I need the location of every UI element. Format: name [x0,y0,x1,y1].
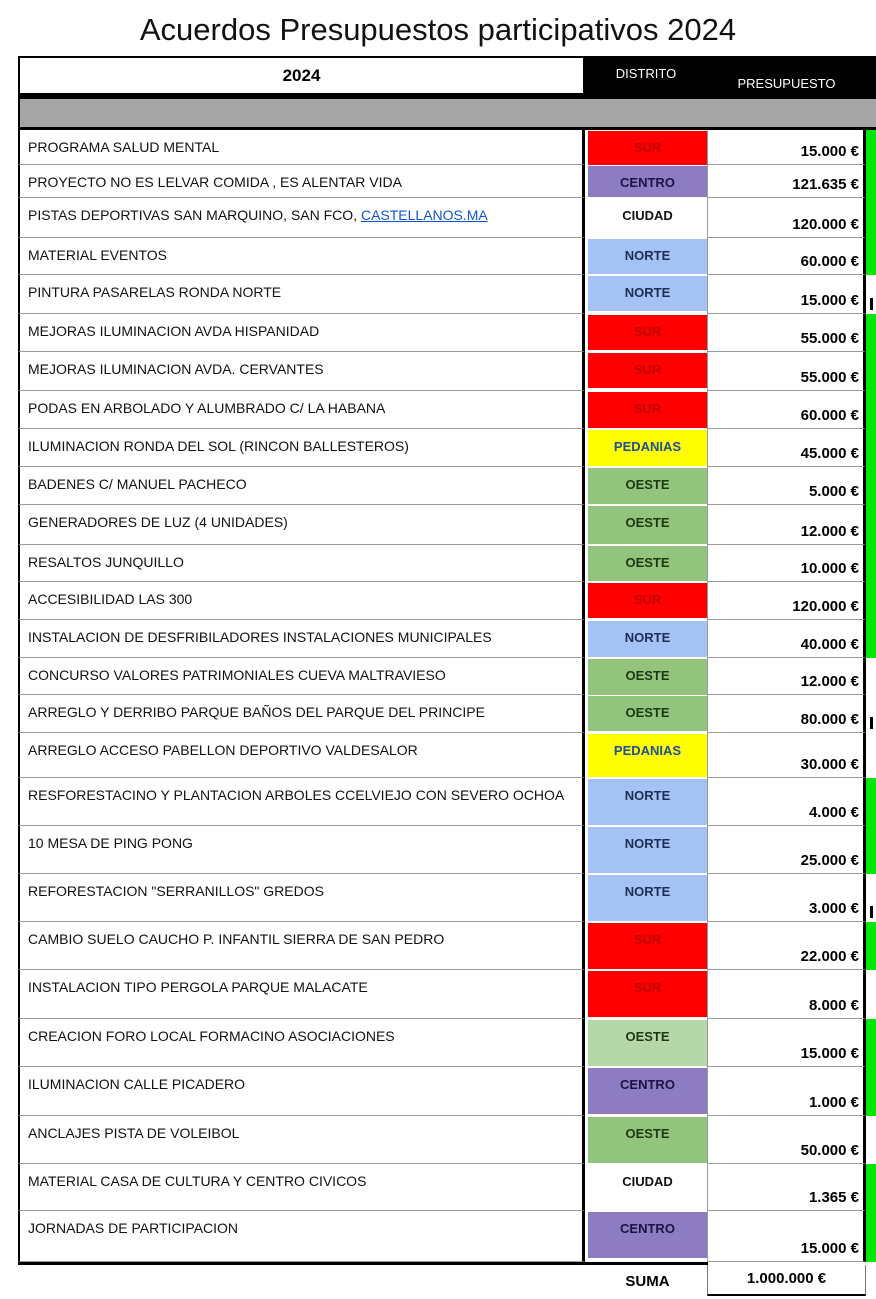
header-distrito: DISTRITO [615,66,677,81]
budget-amount: 3.000 € [707,874,866,922]
status-edge-marker [866,1211,876,1262]
row-project-name [18,874,585,922]
project-name-text: CREACION FORO LOCAL FORMACINO ASOCIACIONES [28,1028,395,1044]
status-edge-marker [866,130,876,165]
budget-amount: 12.000 € [707,658,866,695]
project-name-text: ARREGLO Y DERRIBO PARQUE BAÑOS DEL PARQUE DEL PRINCIPE [28,704,485,720]
table-row [18,352,876,391]
status-edge-marker [866,826,876,874]
table-row [18,1067,876,1116]
district-badge: PEDANIAS [588,430,707,466]
status-edge-marker [866,620,876,658]
project-name-text: RESALTOS JUNQUILLO [28,554,184,570]
district-badge: OESTE [588,1020,707,1066]
row-project-name [18,429,585,467]
project-name-text: BADENES C/ MANUEL PACHECO [28,476,247,492]
budget-amount: 121.635 € [707,165,866,198]
row-project-name [18,238,585,275]
district-badge: SUR [588,131,707,165]
status-edge-marker [866,778,876,826]
row-project-name [18,352,585,391]
budget-amount: 4.000 € [707,778,866,826]
status-edge-marker [866,874,876,922]
status-edge-marker [866,545,876,582]
project-name-text: CAMBIO SUELO CAUCHO P. INFANTIL SIERRA DE SAN PEDRO [28,931,445,947]
table-row [18,922,876,970]
budget-amount: 8.000 € [707,970,866,1019]
table-row [18,620,876,658]
budget-amount: 1.000 € [707,1067,866,1116]
district-badge: NORTE [588,827,707,873]
budget-amount: 40.000 € [707,620,866,658]
budget-amount: 120.000 € [707,198,866,238]
budget-amount: 30.000 € [707,733,866,778]
district-badge: SUR [588,392,707,428]
project-name-text: ARREGLO ACCESO PABELLON DEPORTIVO VALDESALOR [28,742,418,758]
project-name-text: PROYECTO NO ES LELVAR COMIDA , ES ALENTAR VIDA [28,174,402,190]
row-project-name [18,1116,585,1164]
status-edge-marker [866,658,876,695]
budget-amount: 55.000 € [707,314,866,352]
project-name-text: JORNADAS DE PARTICIPACION [28,1220,239,1236]
budget-amount: 5.000 € [707,467,866,505]
row-project-name [18,314,585,352]
district-badge: SUR [588,923,707,969]
district-badge: CENTRO [588,1068,707,1114]
district-badge: CIUDAD [588,1165,707,1211]
status-edge-marker [866,1164,876,1211]
status-edge-marker [866,1116,876,1164]
project-name-text: CONCURSO VALORES PATRIMONIALES CUEVA MALTRAVIESO [28,667,446,683]
row-project-name [18,620,585,658]
budget-amount: 120.000 € [707,582,866,620]
row-project-name [18,130,585,165]
table-row [18,467,876,505]
row-project-name [18,778,585,826]
table-row [18,429,876,467]
row-project-name [18,658,585,695]
header-presupuesto: PRESUPUESTO [737,76,836,91]
status-edge-marker [866,352,876,391]
row-project-name [18,1019,585,1067]
status-edge-marker [866,314,876,352]
table-row [18,695,876,733]
budget-amount: 15.000 € [707,1211,866,1262]
project-name-text: MATERIAL EVENTOS [28,247,167,263]
budget-amount: 15.000 € [707,130,866,165]
district-badge: OESTE [588,659,707,695]
project-name-text: ILUMINACION RONDA DEL SOL (RINCON BALLESTEROS) [28,438,409,454]
budget-amount: 50.000 € [707,1116,866,1164]
row-project-name [18,695,585,733]
document-title: Acuerdos Presupuestos participativos 2024 [139,12,737,47]
total-value: 1.000.000 € [707,1265,866,1296]
table-row [18,130,876,165]
table-row [18,826,876,874]
row-project-name [18,733,585,778]
project-name-text: PODAS EN ARBOLADO Y ALUMBRADO C/ LA HABANA [28,400,386,416]
table-row [18,198,876,238]
district-badge: OESTE [588,506,707,544]
row-project-name [18,970,585,1019]
status-edge-marker [866,695,876,733]
table-row [18,275,876,314]
row-project-name [18,1067,585,1116]
table-row [18,1116,876,1164]
table-row [18,778,876,826]
project-name-text: INSTALACION TIPO PERGOLA PARQUE MALACATE [28,979,368,995]
budget-amount: 55.000 € [707,352,866,391]
status-edge-marker [866,238,876,275]
status-edge-marker [866,275,876,314]
budget-amount: 1.365 € [707,1164,866,1211]
project-name-text: ILUMINACION CALLE PICADERO [28,1076,246,1092]
district-badge: SUR [588,583,707,618]
table-row [18,238,876,275]
status-edge-marker [866,467,876,505]
table-row [18,545,876,582]
district-badge: OESTE [588,468,707,504]
district-badge: OESTE [588,696,707,731]
district-badge: NORTE [588,621,707,657]
status-edge-marker [866,733,876,778]
budget-amount: 15.000 € [707,275,866,314]
budget-amount: 45.000 € [707,429,866,467]
project-name-text: MEJORAS ILUMINACION AVDA. CERVANTES [28,361,324,377]
row-project-name [18,275,585,314]
district-badge: SUR [588,315,707,350]
status-edge-marker [866,1067,876,1116]
project-name-text: 10 MESA DE PING PONG [28,835,193,851]
row-project-name [18,922,585,970]
project-name-text: REFORESTACION "SERRANILLOS" GREDOS [28,883,324,899]
budget-amount: 60.000 € [707,391,866,429]
district-badge: CENTRO [588,1212,707,1258]
table-row [18,314,876,352]
project-name-text: ANCLAJES PISTA DE VOLEIBOL [28,1125,240,1141]
row-project-name [18,1164,585,1211]
district-badge: OESTE [588,1117,707,1163]
project-name-text: PINTURA PASARELAS RONDA NORTE [28,284,282,300]
district-badge: PEDANIAS [588,734,707,777]
row-project-name [18,582,585,620]
table-row [18,505,876,545]
project-link[interactable]: CASTELLANOS.MA [360,207,488,223]
status-edge-marker [866,429,876,467]
project-name-text: PISTAS DEPORTIVAS SAN MARQUINO, SAN FCO, [28,207,361,223]
row-project-name [18,505,585,545]
district-badge: NORTE [588,779,707,825]
district-badge: OESTE [588,546,707,581]
project-name-text: ACCESIBILIDAD LAS 300 [28,591,193,607]
status-edge-marker [866,1019,876,1067]
status-edge-marker [866,970,876,1019]
header-year: 2024 [18,56,585,96]
project-name-text: RESFORESTACINO Y PLANTACION ARBOLES CCELVIEJO CON SEVERO OCHOA [28,787,565,803]
project-name-text: INSTALACION DE DESFRIBILADORES INSTALACIONES MUNICIPALES [28,629,492,645]
table-row [18,733,876,778]
table-row [18,1164,876,1211]
budget-amount: 22.000 € [707,922,866,970]
edge-tick-mark [870,298,873,310]
table-row [18,658,876,695]
status-edge-marker [866,505,876,545]
status-edge-marker [866,582,876,620]
table-bottom-border [18,1262,708,1265]
table-row [18,391,876,429]
district-badge: NORTE [588,875,707,921]
row-project-name [18,545,585,582]
table-row [18,970,876,1019]
budget-amount: 10.000 € [707,545,866,582]
district-badge: CIUDAD [588,199,707,236]
budget-amount: 12.000 € [707,505,866,545]
district-badge: SUR [588,353,707,388]
status-edge-marker [866,391,876,429]
row-project-name [18,826,585,874]
status-edge-marker [866,165,876,198]
row-project-name [18,198,585,238]
district-badge: NORTE [588,276,707,311]
district-badge: CENTRO [588,166,707,197]
row-project-name [18,467,585,505]
total-label: SUMA [625,1273,670,1290]
district-badge: NORTE [588,239,707,274]
district-badge: SUR [588,971,707,1017]
table-row [18,1019,876,1067]
table-row [18,582,876,620]
row-project-name [18,1211,585,1262]
table-row [18,165,876,198]
budget-amount: 15.000 € [707,1019,866,1067]
budget-amount: 60.000 € [707,238,866,275]
project-name-text: GENERADORES DE LUZ (4 UNIDADES) [28,514,288,530]
project-name-text: MEJORAS ILUMINACION AVDA HISPANIDAD [28,323,320,339]
project-name-text: MATERIAL CASA DE CULTURA Y CENTRO CIVICOS [28,1173,367,1189]
table-row [18,874,876,922]
budget-amount: 80.000 € [707,695,866,733]
row-project-name [18,165,585,198]
edge-tick-mark [870,717,873,729]
row-project-name [18,391,585,429]
edge-tick-mark [870,906,873,918]
project-name-text: PROGRAMA SALUD MENTAL [28,139,220,155]
status-edge-marker [866,198,876,238]
budget-amount: 25.000 € [707,826,866,874]
status-edge-marker [866,922,876,970]
table-row [18,1211,876,1262]
